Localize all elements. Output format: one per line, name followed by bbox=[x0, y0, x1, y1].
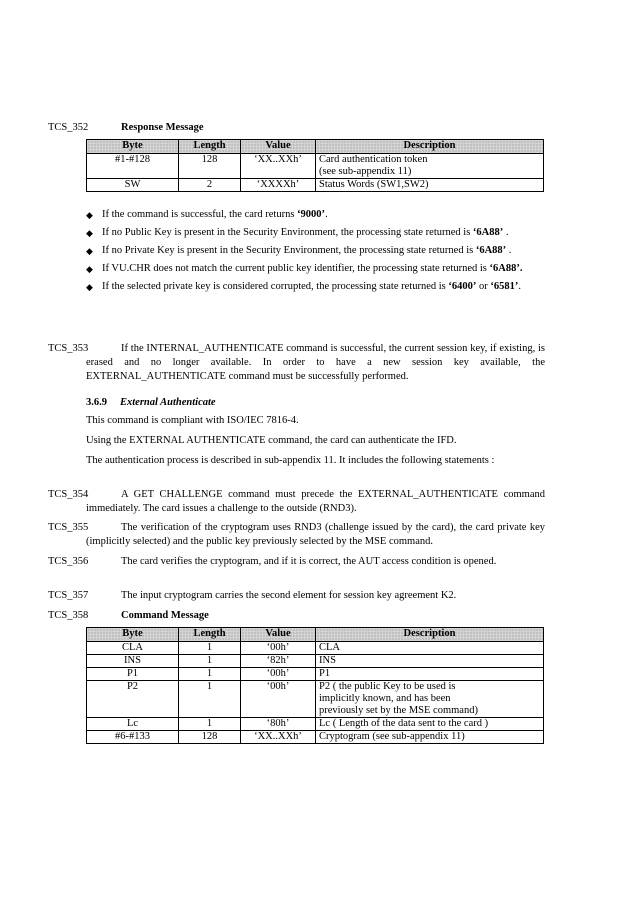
requirement-text: A GET CHALLENGE command must precede the EXTERNAL_AUTHENTICATE command immediately. The card issues a challenge to the outside (RND3). bbox=[86, 489, 545, 514]
description-cell: P1 bbox=[316, 668, 544, 681]
section-number: 3.6.9 bbox=[86, 397, 107, 408]
byte-cell: Lc bbox=[87, 718, 179, 731]
column-header: Description bbox=[316, 628, 544, 642]
length-cell: 1 bbox=[179, 718, 241, 731]
bullet-item: ◆ If no Private Key is present in the Security Environment, the processing state returned is ‘6A88’ . bbox=[86, 245, 512, 256]
section-label: Response Message bbox=[121, 122, 204, 133]
response-table bbox=[86, 139, 544, 192]
description-cell: INS bbox=[316, 655, 544, 668]
byte-cell: #1-#128 bbox=[87, 154, 179, 179]
value-cell: ‘82h’ bbox=[241, 655, 316, 668]
value-cell: ‘XX..XXh’ bbox=[241, 154, 316, 179]
table-header-row bbox=[87, 628, 544, 642]
length-cell: 1 bbox=[179, 668, 241, 681]
bullet-item: ◆ If the selected private key is considered corrupted, the processing state returned is ‘6400’ or ‘6581’. bbox=[86, 281, 521, 292]
bullet-item: ◆ If no Public Key is present in the Security Environment, the processing state returned is ‘6A88’ . bbox=[86, 227, 509, 238]
length-cell: 128 bbox=[179, 731, 241, 744]
bullet-item: ◆ If the command is successful, the card returns ‘9000’. bbox=[86, 209, 328, 220]
diamond-bullet-icon: ◆ bbox=[86, 228, 93, 238]
intro-paragraph: The authentication process is described in sub-appendix 11. It includes the following statements : bbox=[86, 455, 495, 466]
requirement-id: TCS_355 bbox=[48, 522, 89, 533]
requirement-id: TCS_352 bbox=[48, 122, 89, 133]
command-table bbox=[86, 627, 544, 744]
bullet-item: ◆ If VU.CHR does not match the current public key identifier, the processing state returned is ‘6A88’. bbox=[86, 263, 523, 274]
value-cell: ‘00h’ bbox=[241, 681, 316, 718]
requirement-id: TCS_353 bbox=[48, 343, 89, 354]
table-row bbox=[87, 154, 544, 179]
requirement-text: The card verifies the cryptogram, and if it is correct, the AUT access condition is opened. bbox=[121, 556, 497, 567]
diamond-bullet-icon: ◆ bbox=[86, 282, 93, 292]
requirement-id: TCS_357 bbox=[48, 590, 89, 601]
section-label: Command Message bbox=[121, 610, 209, 621]
length-cell: 128 bbox=[179, 154, 241, 179]
requirement-text: The input cryptogram carries the second element for session key agreement K2. bbox=[121, 590, 457, 601]
diamond-bullet-icon: ◆ bbox=[86, 246, 93, 256]
description-cell: P2 ( the public Key to be used is implicitly known, and has been previously set by the MSE command) bbox=[316, 681, 544, 718]
column-header: Byte bbox=[87, 140, 179, 154]
column-header: Description bbox=[316, 140, 544, 154]
requirement-id: TCS_358 bbox=[48, 610, 89, 621]
requirement-id: TCS_354 bbox=[48, 489, 89, 500]
requirement-id: TCS_356 bbox=[48, 556, 89, 567]
description-cell: Status Words (SW1,SW2) bbox=[316, 179, 544, 192]
description-cell: Lc ( Length of the data sent to the card ) bbox=[316, 718, 544, 731]
description-cell bbox=[316, 154, 544, 179]
requirement-text: If the INTERNAL_AUTHENTICATE command is successful, the current session key, if existing, is erased and no longer available. In order to have a new session key available, the EXTERNAL_AUTHENTICATE command must be successfully performed. bbox=[86, 343, 545, 382]
value-cell: ‘80h’ bbox=[241, 718, 316, 731]
table-row bbox=[87, 731, 544, 744]
description-cell: Cryptogram (see sub-appendix 11) bbox=[316, 731, 544, 744]
status-bullet-list bbox=[86, 208, 545, 298]
table-row bbox=[87, 179, 544, 192]
byte-cell: SW bbox=[87, 179, 179, 192]
description-line: Card authentication token bbox=[319, 154, 428, 165]
column-header: Length bbox=[179, 140, 241, 154]
column-header: Length bbox=[179, 628, 241, 642]
length-cell: 1 bbox=[179, 655, 241, 668]
value-cell: ‘XXXXh’ bbox=[241, 179, 316, 192]
table-row bbox=[87, 681, 544, 718]
table-row bbox=[87, 655, 544, 668]
table-row bbox=[87, 642, 544, 655]
requirement-text: The verification of the cryptogram uses RND3 (challenge issued by the card), the card private key (implicitly selected) and the public key previously selected by the MSE command. bbox=[86, 522, 545, 547]
column-header: Value bbox=[241, 628, 316, 642]
byte-cell: P1 bbox=[87, 668, 179, 681]
intro-paragraph: This command is compliant with ISO/IEC 7816-4. bbox=[86, 415, 299, 426]
length-cell: 2 bbox=[179, 179, 241, 192]
length-cell: 1 bbox=[179, 642, 241, 655]
diamond-bullet-icon: ◆ bbox=[86, 210, 93, 220]
value-cell: ‘00h’ bbox=[241, 668, 316, 681]
diamond-bullet-icon: ◆ bbox=[86, 264, 93, 274]
column-header: Byte bbox=[87, 628, 179, 642]
value-cell: ‘XX..XXh’ bbox=[241, 731, 316, 744]
description-cell: CLA bbox=[316, 642, 544, 655]
column-header: Value bbox=[241, 140, 316, 154]
table-row bbox=[87, 718, 544, 731]
value-cell: ‘00h’ bbox=[241, 642, 316, 655]
table-header-row bbox=[87, 140, 544, 154]
length-cell: 1 bbox=[179, 681, 241, 718]
section-title: External Authenticate bbox=[120, 397, 216, 408]
description-line: (see sub-appendix 11) bbox=[319, 166, 412, 177]
byte-cell: #6-#133 bbox=[87, 731, 179, 744]
byte-cell: CLA bbox=[87, 642, 179, 655]
byte-cell: P2 bbox=[87, 681, 179, 718]
byte-cell: INS bbox=[87, 655, 179, 668]
table-row bbox=[87, 668, 544, 681]
intro-paragraph: Using the EXTERNAL AUTHENTICATE command, the card can authenticate the IFD. bbox=[86, 435, 457, 446]
